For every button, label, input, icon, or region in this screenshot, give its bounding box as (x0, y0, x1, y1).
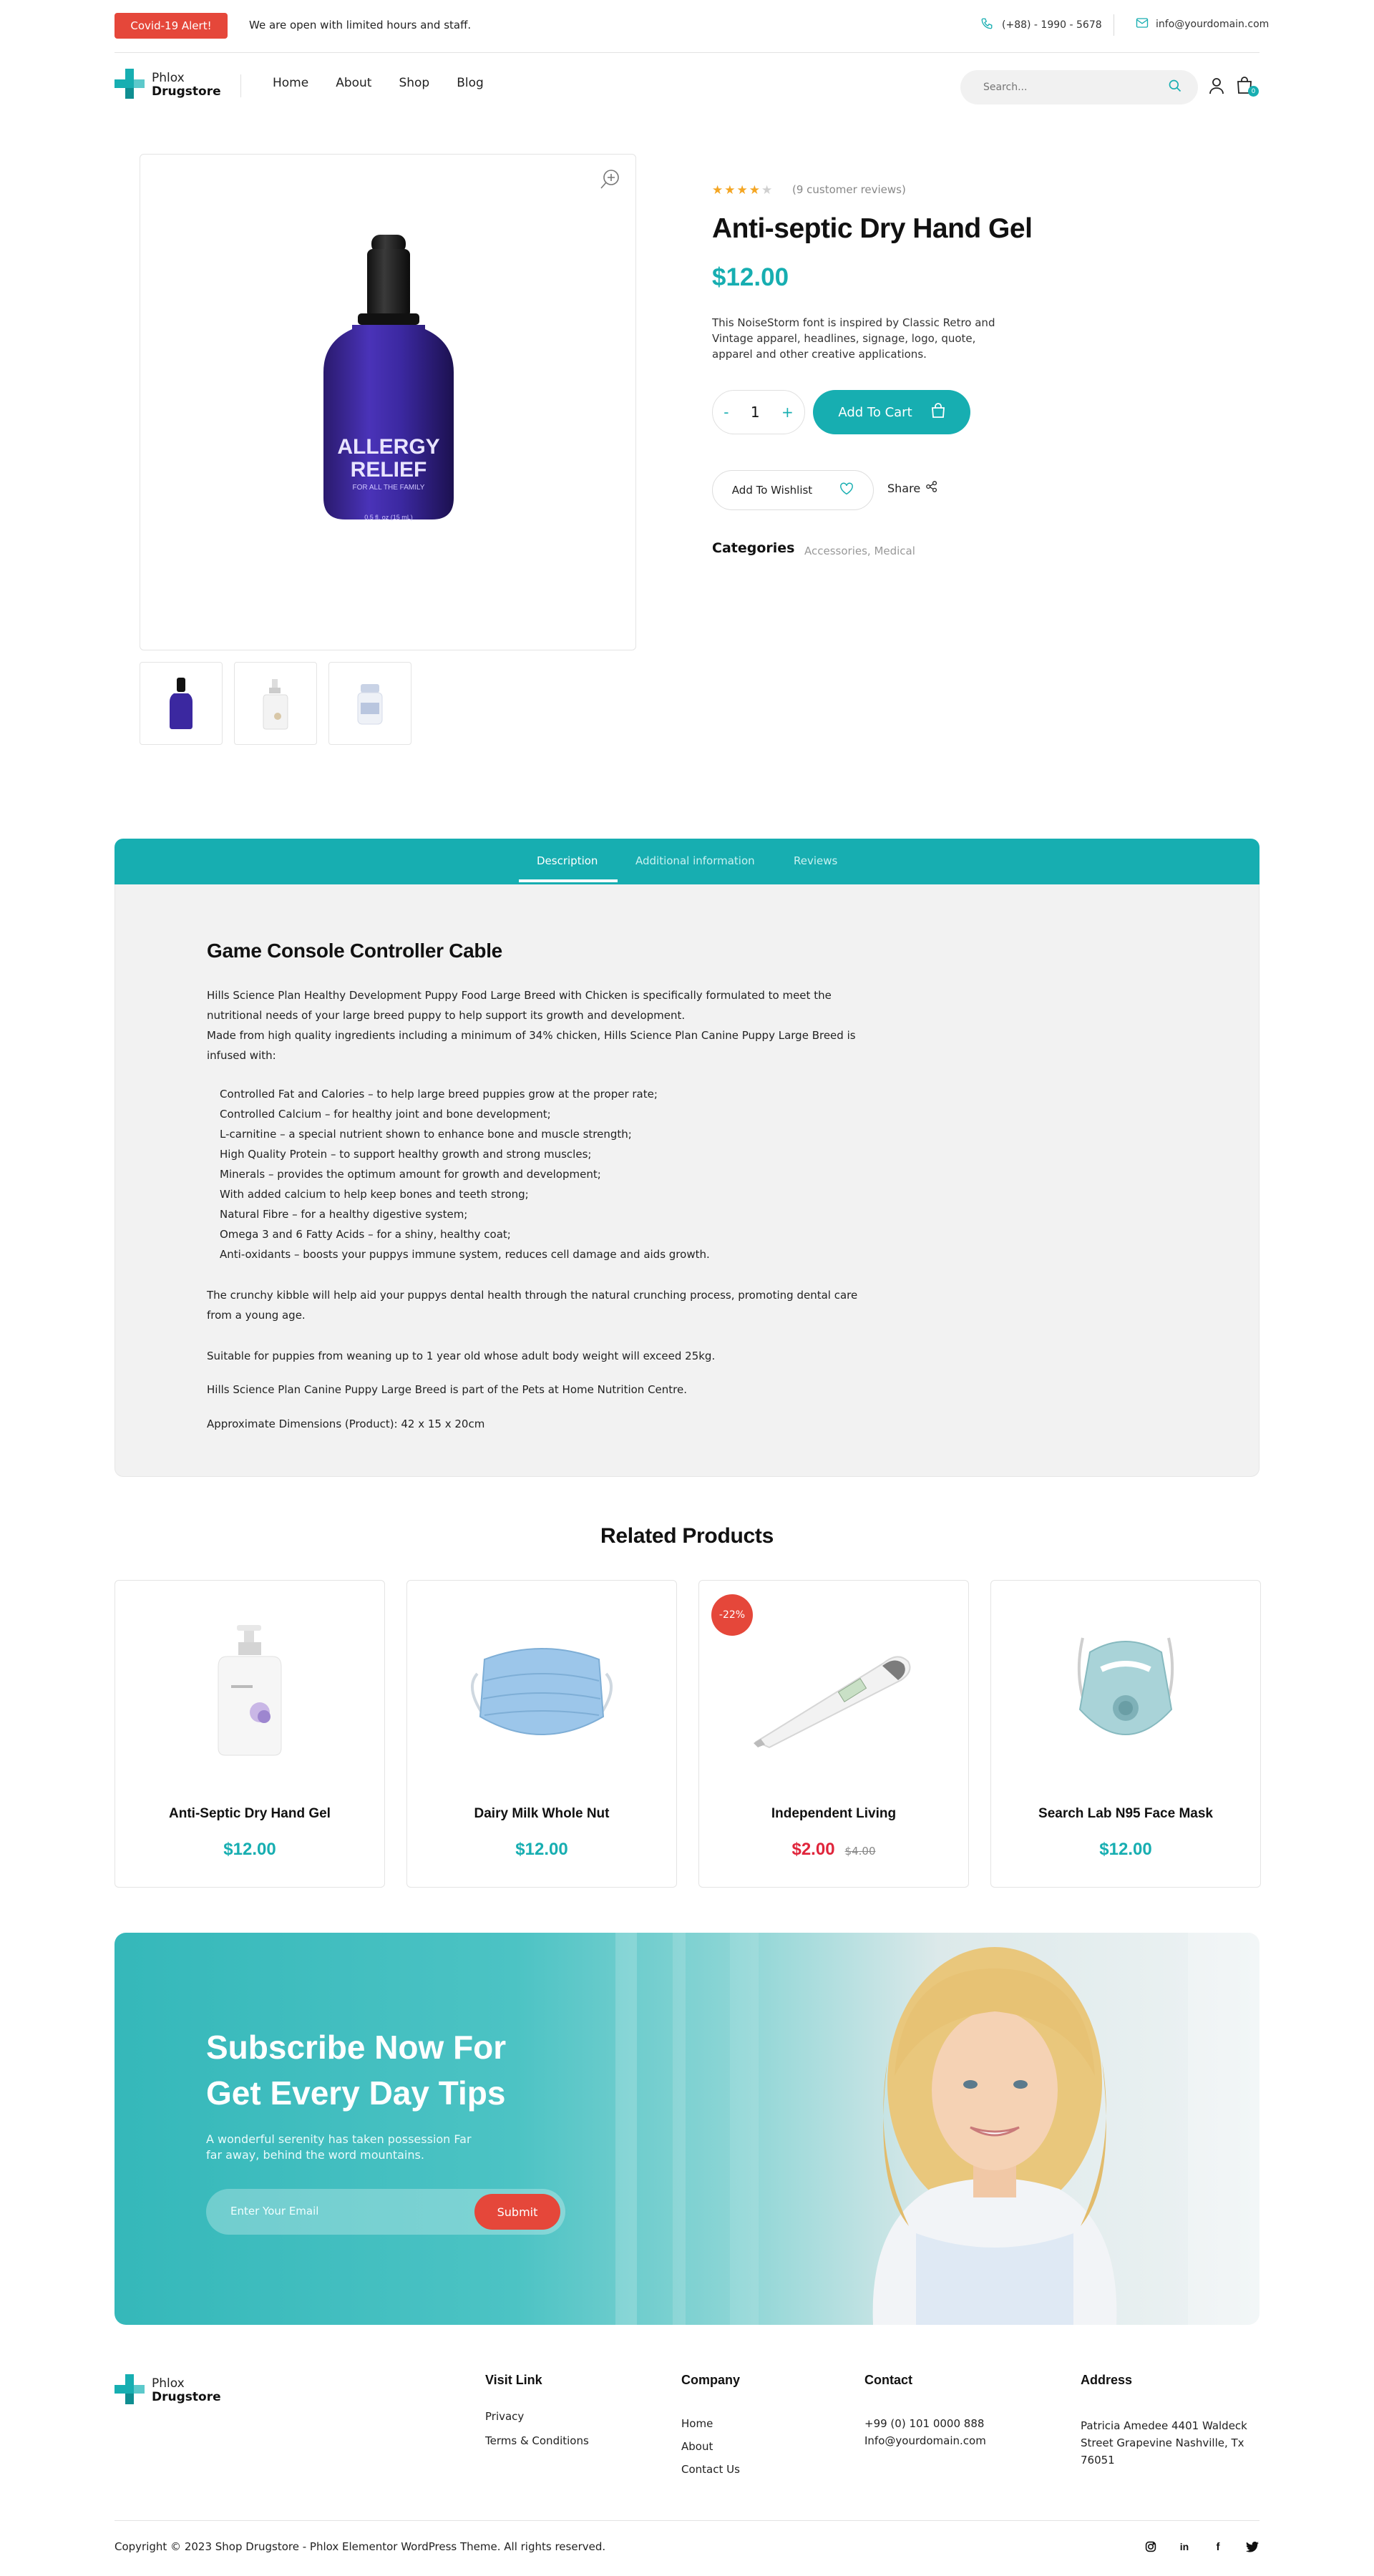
star-icon-empty: ★ (761, 183, 773, 197)
medical-cross-icon (114, 69, 145, 102)
description-title: Game Console Controller Cable (207, 940, 502, 962)
list-item: With added calcium to help keep bones and teeth strong; (220, 1188, 529, 1201)
product-card-price: $12.00 (515, 1840, 568, 1859)
categories-label: Categories (712, 540, 795, 556)
wishlist-label: Add To Wishlist (731, 484, 813, 497)
list-item: Controlled Calcium – for healthy joint and bone development; (220, 1108, 551, 1121)
thumbnail-lotion-bottle[interactable] (234, 662, 317, 745)
footer-link-about[interactable]: About (681, 2440, 713, 2453)
footer-contact-title: Contact (864, 2373, 912, 2387)
bottle-label-allergy: ALLERGY (337, 435, 440, 459)
qty-value[interactable]: 1 (750, 404, 760, 421)
covid-alert-badge[interactable]: Covid-19 Alert! (114, 13, 228, 39)
nav-item-shop[interactable]: Shop (399, 76, 430, 90)
tab-additional-information[interactable]: Additional information (635, 854, 755, 867)
subscribe-title-line-1: Subscribe Now For (206, 2029, 507, 2066)
star-icon-filled: ★ (749, 183, 760, 197)
instagram-icon[interactable] (1144, 2540, 1158, 2554)
shopping-bag-icon (931, 403, 945, 422)
nav-divider (240, 74, 241, 97)
banner-background-image (114, 1933, 1260, 2325)
footer-visit-title: Visit Link (485, 2373, 542, 2387)
submit-button[interactable]: Submit (474, 2194, 560, 2230)
logo-line-1: Phlox (152, 2376, 185, 2391)
categories-links[interactable]: Accessories, Medical (804, 545, 915, 557)
main-nav (273, 76, 484, 90)
share-button[interactable] (887, 481, 937, 495)
description-intro-1: Hills Science Plan Healthy Development Puppy Food Large Breed with Chicken is specifically formulated to meet the nutritional needs of your large breed puppy to help support its growth and development. (207, 989, 832, 1022)
add-to-cart-button[interactable] (813, 390, 970, 434)
thumbnail-pill-jar[interactable] (328, 662, 411, 745)
add-to-cart-label: Add To Cart (838, 404, 912, 420)
mail-icon (1136, 17, 1149, 31)
linkedin-icon[interactable]: in (1179, 2541, 1189, 2552)
product-card-price: $12.00 (223, 1840, 276, 1859)
nav-item-home[interactable]: Home (273, 76, 309, 90)
footer-link-home[interactable]: Home (681, 2417, 713, 2430)
allergy-bottle-thumb-icon (167, 675, 195, 732)
old-price: $4.00 (844, 1845, 876, 1858)
footer-address-text: Patricia Amedee 4401 Waldeck Street Grapevine Nashville, Tx 76051 (1081, 2419, 1247, 2467)
product-card[interactable] (698, 1580, 969, 1888)
qty-decrease-button[interactable]: - (723, 404, 729, 421)
site-logo[interactable] (114, 69, 221, 102)
nav-item-blog[interactable]: Blog (457, 76, 484, 90)
email-contact[interactable] (1136, 17, 1269, 31)
subscribe-title (206, 2024, 578, 2116)
active-tab-indicator (519, 879, 618, 882)
thermometer-image (699, 1620, 968, 1763)
top-bar (114, 0, 1270, 53)
medical-cross-icon (114, 2374, 145, 2407)
subscribe-title-line-2: Get Every Day Tips (206, 2074, 506, 2112)
product-title: Anti-septic Dry Hand Gel (712, 213, 1033, 244)
description-feature-list (220, 1084, 710, 1264)
product-main-image[interactable] (140, 154, 636, 650)
cart-count-badge: 0 (1248, 86, 1259, 97)
facebook-icon[interactable]: f (1216, 2540, 1220, 2553)
subscribe-banner (114, 1933, 1260, 2325)
product-price: $12.00 (712, 263, 789, 291)
share-label: Share (887, 481, 921, 495)
list-item: Natural Fibre – for a healthy digestive system; (220, 1208, 468, 1221)
zoom-icon[interactable] (600, 168, 621, 192)
thumbnail-allergy-bottle[interactable] (140, 662, 223, 745)
footer-link-contact-us[interactable]: Contact Us (681, 2463, 740, 2476)
footer-divider (114, 2520, 1260, 2521)
footer-link-privacy[interactable]: Privacy (485, 2410, 525, 2423)
star-icon-filled: ★ (736, 183, 748, 197)
list-item: L-carnitine – a special nutrient shown to enhance bone and muscle strength; (220, 1128, 632, 1141)
footer-address-title: Address (1081, 2373, 1133, 2387)
tab-reviews[interactable]: Reviews (794, 854, 838, 867)
description-paragraph-dimensions: Approximate Dimensions (Product): 42 x 15 x 20cm (207, 1418, 485, 1430)
search-input[interactable] (960, 70, 1198, 104)
pill-jar-thumb-icon (352, 678, 388, 728)
discount-badge: -22% (711, 1594, 753, 1636)
phone-number: (+88) - 1990 - 5678 (1002, 19, 1102, 31)
nav-item-about[interactable]: About (336, 76, 372, 90)
description-paragraph-nutrition: Hills Science Plan Canine Puppy Large Breed is part of the Pets at Home Nutrition Centre. (207, 1383, 687, 1396)
add-to-wishlist-button[interactable] (712, 470, 874, 510)
lotion-bottle-thumb-icon (258, 675, 293, 732)
allergy-bottle-image (140, 155, 637, 651)
list-item: Omega 3 and 6 Fatty Acids – for a shiny, healthy coat; (220, 1228, 511, 1241)
email-field[interactable]: Enter Your Email (230, 2205, 319, 2218)
hand-gel-bottle-image (115, 1620, 384, 1763)
product-card-price: $12.00 (1099, 1840, 1152, 1859)
list-item: Anti-oxidants – boosts your puppys immune system, reduces cell damage and aids growth. (220, 1248, 710, 1261)
email-address: info@yourdomain.com (1156, 19, 1270, 30)
footer-contact-email[interactable]: Info@yourdomain.com (864, 2434, 986, 2447)
product-card[interactable] (990, 1580, 1261, 1888)
user-icon[interactable] (1209, 77, 1224, 97)
qty-increase-button[interactable]: + (781, 404, 794, 421)
rating-stars (712, 183, 772, 197)
bottle-label-family: FOR ALL THE FAMILY (352, 484, 425, 492)
list-item: Controlled Fat and Calories – to help large breed puppies grow at the proper rate; (220, 1088, 658, 1101)
logo-line-2: Drugstore (152, 84, 221, 99)
product-card-name[interactable]: Dairy Milk Whole Nut (474, 1806, 610, 1821)
footer-contact-phone[interactable]: +99 (0) 101 0000 888 (864, 2417, 985, 2430)
copyright-text: Copyright © 2023 Shop Drugstore - Phlox Elementor WordPress Theme. All rights reserved. (114, 2540, 606, 2553)
sale-price: $2.00 (791, 1840, 835, 1859)
opening-notice: We are open with limited hours and staff. (249, 19, 472, 31)
tab-description[interactable]: Description (537, 854, 598, 867)
search-icon[interactable] (1168, 79, 1182, 96)
phone-contact[interactable] (980, 17, 1102, 33)
subscribe-text: A wonderful serenity has taken possession Far far away, behind the word mountains. (206, 2132, 472, 2162)
footer-link-terms[interactable]: Terms & Conditions (485, 2434, 589, 2447)
product-card-name[interactable]: Independent Living (771, 1806, 897, 1821)
product-description: This NoiseStorm font is inspired by Classic Retro and Vintage apparel, headlines, signage, logo, quote, apparel and other creative applications. (712, 316, 995, 361)
logo-line-1: Phlox (152, 71, 185, 86)
footer-company-title: Company (681, 2373, 741, 2387)
product-card[interactable] (114, 1580, 385, 1888)
product-card-name[interactable]: Anti-Septic Dry Hand Gel (169, 1806, 331, 1821)
share-icon (926, 481, 937, 495)
description-paragraph-suitable: Suitable for puppies from weaning up to 1 year old whose adult body weight will exceed 25kg. (207, 1350, 716, 1362)
list-item: High Quality Protein – to support healthy growth and strong muscles; (220, 1148, 592, 1161)
subscribe-form (206, 2189, 565, 2235)
description-paragraph-kibble: The crunchy kibble will help aid your puppys dental health through the natural crunching process, promoting dental care from a young age. (207, 1289, 858, 1322)
product-card-name[interactable]: Search Lab N95 Face Mask (1038, 1806, 1213, 1821)
description-intro-2: Made from high quality ingredients including a minimum of 34% chicken, Hills Science Plan Canine Puppy Large Breed is infused with: (207, 1029, 856, 1062)
star-icon-filled: ★ (724, 183, 736, 197)
phone-icon (980, 17, 993, 33)
footer-logo[interactable] (114, 2374, 221, 2407)
review-count[interactable]: (9 customer reviews) (792, 183, 906, 196)
logo-line-2: Drugstore (152, 2390, 221, 2404)
product-card[interactable] (406, 1580, 677, 1888)
n95-mask-image (991, 1620, 1260, 1763)
surgical-mask-image (407, 1620, 676, 1763)
list-item: Minerals – provides the optimum amount for growth and development; (220, 1168, 601, 1181)
related-products-title: Related Products (600, 1524, 774, 1548)
product-card-price-group (699, 1840, 968, 1860)
heart-icon (839, 482, 854, 498)
bottle-label-relief: RELIEF (350, 458, 427, 482)
twitter-icon[interactable] (1245, 2540, 1260, 2554)
star-icon-filled: ★ (712, 183, 723, 197)
bottle-label-volume: 0.5 fl. oz (15 mL) (364, 514, 413, 521)
quantity-stepper (712, 390, 805, 434)
